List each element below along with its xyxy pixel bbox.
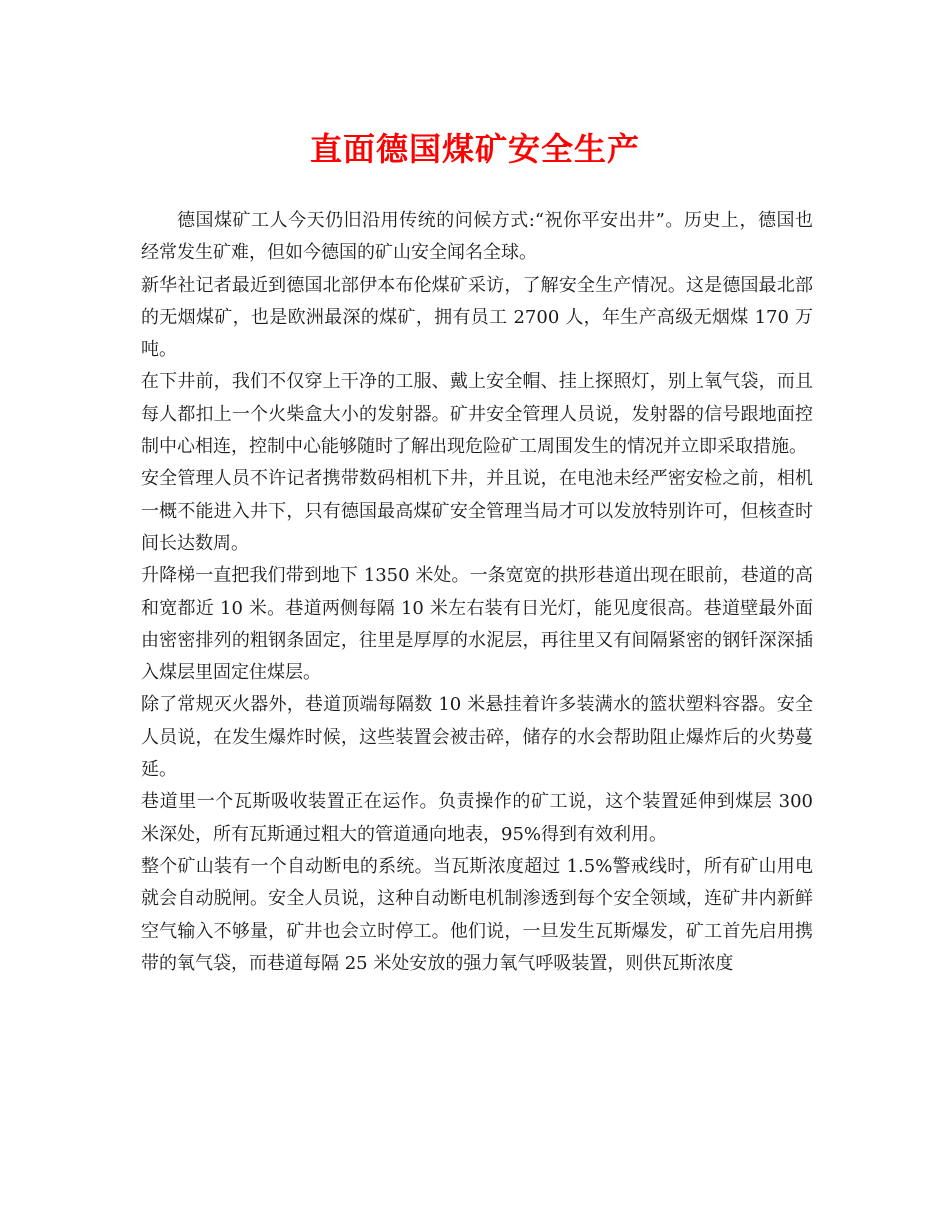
paragraph: 新华社记者最近到德国北部伊本布伦煤矿采访，了解安全生产情况。这是德国最北部的无烟煤矿，也是欧洲最深的煤矿，拥有员工 2700 人，年生产高级无烟煤 170 万吨。	[141, 274, 813, 361]
paragraph: 巷道里一个瓦斯吸收装置正在运作。负责操作的矿工说，这个装置延伸到煤层 300 米深处，所有瓦斯通过粗大的管道通向地表，95%得到有效利用。	[141, 791, 813, 845]
paragraph: 在下井前，我们不仅穿上干净的工服、戴上安全帽、挂上探照灯，别上氧气袋，而且每人都扣上一个火柴盒大小的发射器。矿井安全管理人员说，发射器的信号跟地面控制中心相连，控制中心能够随时了解出现危险矿工周围发生的情况并立即采取措施。	[141, 371, 813, 458]
paragraph: 升降梯一直把我们带到地下 1350 米处。一条宽宽的拱形巷道出现在眼前，巷道的高和宽都近 10 米。巷道两侧每隔 10 米左右装有日光灯，能见度很高。巷道壁最外面由密密排列的粗钢条固定，往里是厚厚的水泥层，再往里又有间隔紧密的钢钎深深插入煤层里固定住煤层。	[141, 565, 813, 684]
document-body	[141, 205, 813, 980]
paragraph: 除了常规灭火器外，巷道顶端每隔数 10 米悬挂着许多装满水的篮状塑料容器。安全人员说，在发生爆炸时候，这些装置会被击碎，储存的水会帮助阻止爆炸后的火势蔓延。	[141, 694, 813, 781]
paragraph: 整个矿山装有一个自动断电的系统。当瓦斯浓度超过 1.5%警戒线时，所有矿山用电就会自动脱闸。安全人员说，这种自动断电机制渗透到每个安全领域，连矿井内新鲜空气输入不够量，矿井也会立时停工。他们说，一旦发生瓦斯爆发，矿工首先启用携带的氧气袋，而巷道每隔 25 米处安放的强力氧气呼吸装置，则供瓦斯浓度	[141, 855, 813, 974]
document-title: 直面德国煤矿安全生产	[309, 130, 640, 168]
paragraph: 安全管理人员不许记者携带数码相机下井，并且说，在电池未经严密安检之前，相机一概不能进入井下，只有德国最高煤矿安全管理当局才可以发放特别许可，但核查时间长达数周。	[141, 468, 813, 554]
paragraph: 德国煤矿工人今天仍旧沿用传统的问候方式:“祝你平安出井”。历史上，德国也经常发生矿难，但如今德国的矿山安全闻名全球。	[141, 210, 813, 264]
